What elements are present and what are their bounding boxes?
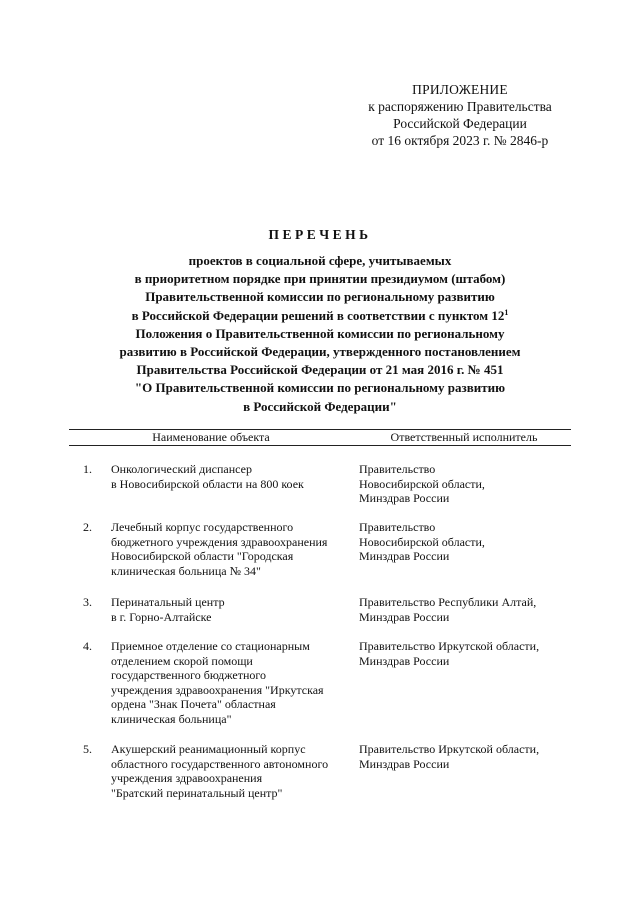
object-name-line: ордена "Знак Почета" областная <box>111 697 276 711</box>
annex-line: к распоряжению Правительства <box>368 99 552 114</box>
object-name-line: отделением скорой помощи <box>111 653 253 668</box>
responsible-executor <box>359 462 571 506</box>
responsible-executor <box>359 595 571 624</box>
object-name <box>111 595 361 624</box>
responsible-line: Правительство Республики Алтай, <box>359 595 537 609</box>
object-name-line: учреждения здравоохранения "Иркутская <box>111 682 324 697</box>
subtitle-line: Правительства Российской Федерации от 21 мая 2016 г. № 451 <box>136 362 504 378</box>
object-name-line: Новосибирской области "Городская <box>111 549 294 563</box>
object-name-line: клиническая больница № 34" <box>111 563 261 578</box>
subtitle-line: в приоритетном порядке при принятии президиумом (штабом) <box>134 271 506 287</box>
superscript-mark: 1 <box>504 307 509 317</box>
object-name-line: Приемное отделение со стационарным <box>111 639 310 653</box>
row-number: 2. <box>83 520 92 534</box>
subtitle-line: "О Правительственной комиссии по региональному развитию <box>134 380 506 396</box>
subtitle-line: Положения о Правительственной комиссии по региональному <box>135 325 505 341</box>
row-number: 3. <box>83 595 92 609</box>
responsible-line: Минздрав России <box>359 653 450 668</box>
object-name-line: "Братский перинатальный центр" <box>111 785 283 800</box>
responsible-line: Новосибирской области, <box>359 534 485 549</box>
responsible-executor <box>359 639 571 668</box>
object-name-line: Лечебный корпус государственного <box>111 520 294 534</box>
subtitle-line-with-sup <box>60 307 580 325</box>
object-name <box>111 520 361 578</box>
object-name-line: в Новосибирской области на 800 коек <box>111 476 304 491</box>
annex-line: Российской Федерации <box>393 116 527 131</box>
object-name-line: бюджетного учреждения здравоохранения <box>111 534 328 549</box>
subtitle-line: развитию в Российской Федерации, утвержденного постановлением <box>119 344 521 360</box>
responsible-line: Правительство Иркутской области, <box>359 639 540 653</box>
object-name-line: Онкологический диспансер <box>111 462 252 476</box>
subtitle-line: Правительственной комиссии по региональному развитию <box>145 289 495 305</box>
object-name-line: государственного бюджетного <box>111 668 267 682</box>
responsible-line: Минздрав России <box>359 491 450 505</box>
responsible-line: Правительство <box>359 520 436 534</box>
object-name-line: Перинатальный центр <box>111 595 225 609</box>
table-header <box>69 429 571 446</box>
row-number: 1. <box>83 462 92 476</box>
document-heading: ПЕРЕЧЕНЬ <box>268 227 372 242</box>
column-header-name: Наименование объекта <box>152 430 270 444</box>
responsible-line: Минздрав России <box>359 609 450 624</box>
row-number: 4. <box>83 639 92 653</box>
object-name <box>111 639 361 726</box>
responsible-line: Минздрав России <box>359 549 450 563</box>
object-name-line: в г. Горно-Алтайске <box>111 609 212 624</box>
row-number: 5. <box>83 742 92 756</box>
subtitle-line: в Российской Федерации" <box>243 398 397 414</box>
annex-title: ПРИЛОЖЕНИЕ <box>412 82 508 97</box>
responsible-executor <box>359 742 571 771</box>
responsible-line: Правительство Иркутской области, <box>359 742 540 756</box>
annex-line: от 16 октября 2023 г. № 2846-р <box>371 133 549 148</box>
annex-block <box>340 81 580 149</box>
object-name-line: учреждения здравоохранения <box>111 771 263 785</box>
object-name-line: Акушерский реанимационный корпус <box>111 742 306 756</box>
subtitle-line: проектов в социальной сфере, учитываемых <box>188 253 452 268</box>
object-name-line: клиническая больница" <box>111 711 232 726</box>
responsible-executor <box>359 520 571 564</box>
column-header-responsible: Ответственный исполнитель <box>390 430 538 444</box>
responsible-line: Новосибирской области, <box>359 476 485 491</box>
responsible-line: Правительство <box>359 462 436 476</box>
object-name <box>111 462 361 491</box>
responsible-line: Минздрав России <box>359 756 450 771</box>
object-name <box>111 742 361 800</box>
object-name-line: областного государственного автономного <box>111 756 329 771</box>
document-subtitle <box>60 252 580 416</box>
subtitle-line: в Российской Федерации решений в соответствии с пунктом 12 <box>131 307 505 323</box>
